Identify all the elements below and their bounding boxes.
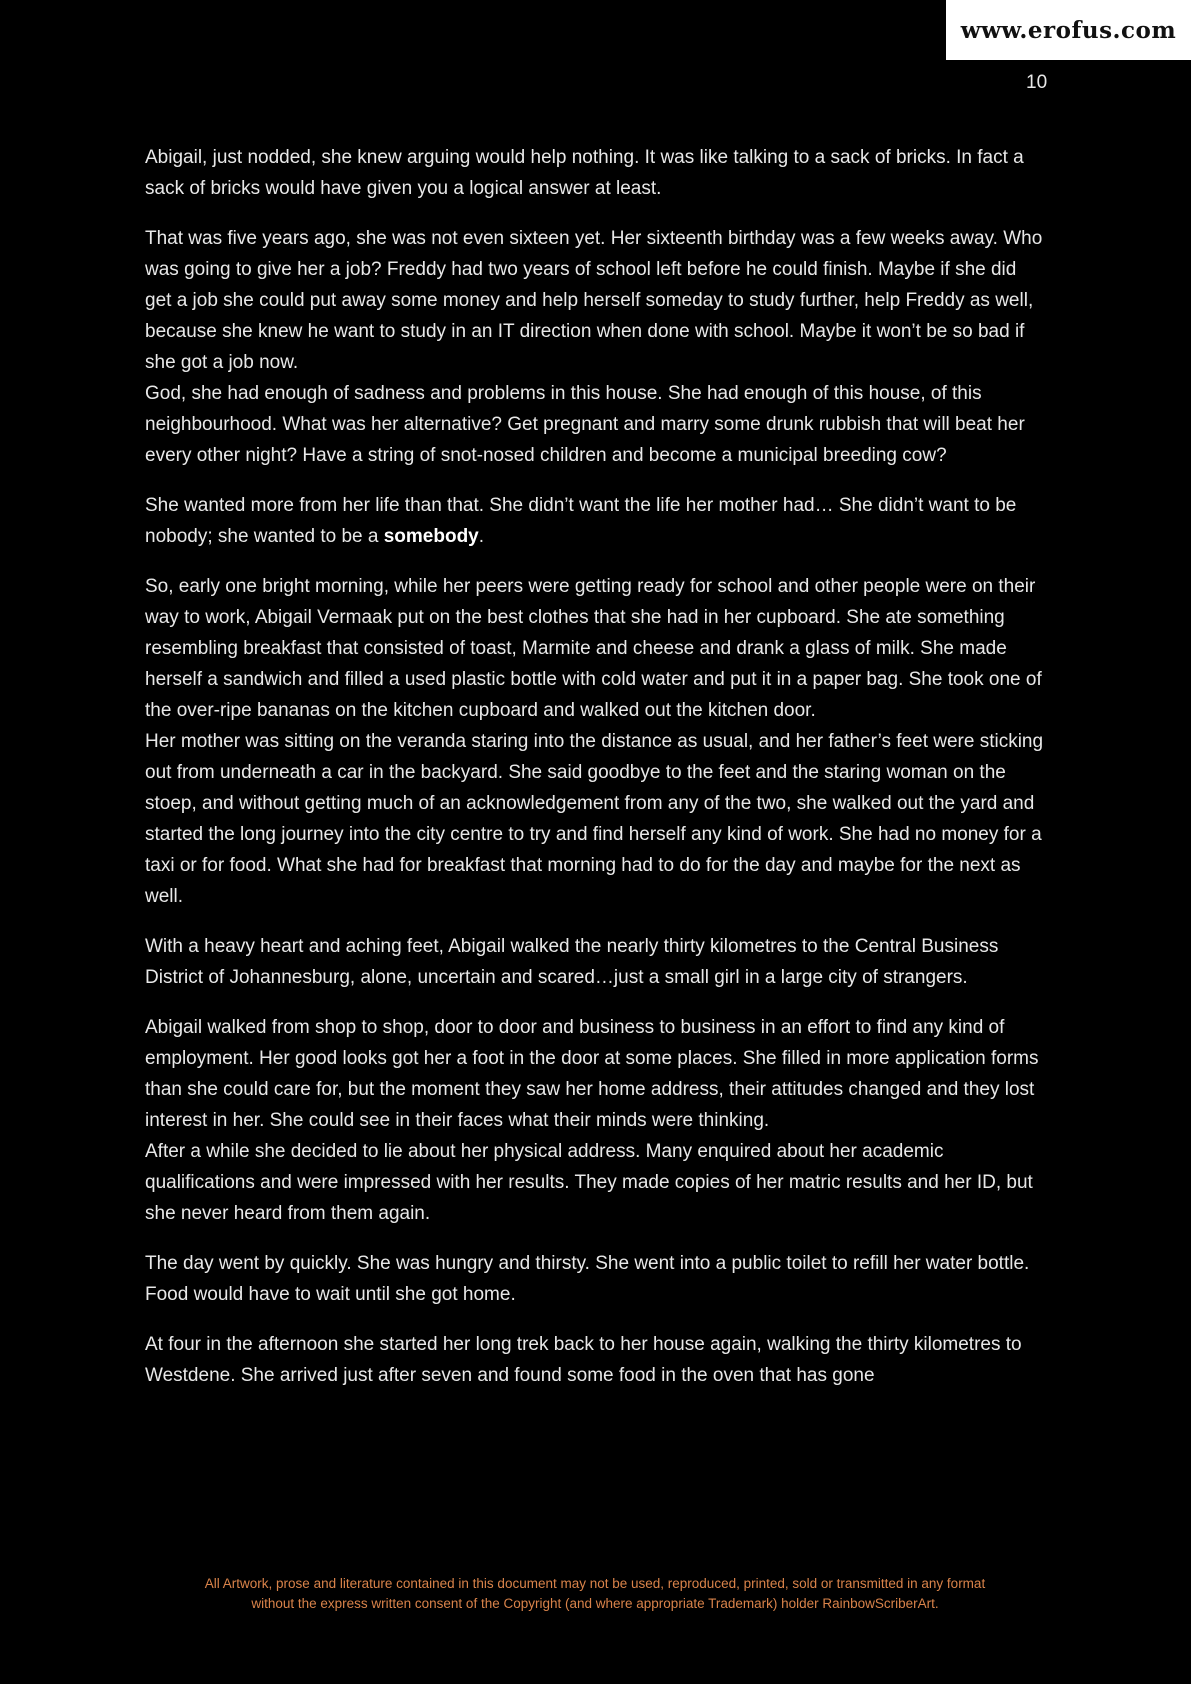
paragraph: After a while she decided to lie about her physical address. Many enquired about her academic qualifications and were impressed with her results. They made copies of her matric results and her ID, but she never heard from them again. — [145, 1141, 1033, 1224]
page-number: 10 — [1026, 72, 1048, 93]
paragraph: The day went by quickly. She was hungry and thirsty. She went into a public toilet to refill her water bottle. Food would have to wait until she got home. — [145, 1253, 1030, 1305]
paragraph: That was five years ago, she was not even sixteen yet. Her sixteenth birthday was a few weeks away. Who was going to give her a job? Freddy had two years of school left before he could finish. Maybe if she did get a job she could put away some money and help herself someday to study further, help Freddy as well, because she knew he want to study in an IT direction when done with school. Maybe it won’t be so bad if she got a job now. — [145, 228, 1043, 373]
paragraph-text: She wanted more from her life than that. She didn’t want the life her mother had… She didn’t want to be nobody; she wanted to be a — [145, 495, 1017, 547]
paragraph — [145, 490, 1045, 552]
paragraph: Her mother was sitting on the veranda staring into the distance as usual, and her father’s feet were sticking out from underneath a car in the backyard. She said goodbye to the feet and the staring woman on the stoep, and without getting much of an acknowledgement from any of the two, she walked out the yard and started the long journey into the city centre to try and find herself any kind of work. She had no money for a taxi or for food. What she had for breakfast that morning had to do for the day and maybe for the next as well. — [145, 731, 1044, 907]
paragraph: At four in the afternoon she started her long trek back to her house again, walking the thirty kilometres to Westdene. She arrived just after seven and found some food in the oven that has gone — [145, 1334, 1022, 1386]
footer-line: without the express written consent of the Copyright (and where appropriate Trademark) holder RainbowScriberArt. — [251, 1596, 939, 1611]
copyright-footer — [130, 1574, 1060, 1614]
document-body — [145, 142, 1045, 1410]
paragraph-text: . — [478, 526, 485, 547]
paragraph: So, early one bright morning, while her peers were getting ready for school and other people were on their way to work, Abigail Vermaak put on the best clothes that she had in her cupboard. She ate something resembling breakfast that consisted of toast, Marmite and cheese and drank a glass of milk. She made herself a sandwich and filled a used plastic bottle with cold water and put it in a paper bag. She took one of the over-ripe bananas on the kitchen cupboard and walked out the kitchen door. — [145, 576, 1042, 721]
emphasized-word: somebody — [383, 526, 479, 547]
paragraph: With a heavy heart and aching feet, Abigail walked the nearly thirty kilometres to the Central Business District of Johannesburg, alone, uncertain and scared…just a small girl in a large city of strangers. — [145, 936, 999, 988]
paragraph: God, she had enough of sadness and problems in this house. She had enough of this house, of this neighbourhood. What was her alternative? Get pregnant and marry some drunk rubbish that will beat her every other night? Have a string of snot-nosed children and become a municipal breeding cow? — [145, 383, 1025, 466]
paragraph: Abigail walked from shop to shop, door to door and business to business in an effort to find any kind of employment. Her good looks got her a foot in the door at some places. She filled in more application forms than she could care for, but the moment they saw her home address, their attitudes changed and they lost interest in her. She could see in their faces what their minds were thinking. — [145, 1017, 1039, 1131]
footer-line: All Artwork, prose and literature contained in this document may not be used, reproduced, printed, sold or transmitted in any format — [204, 1576, 986, 1591]
paragraph: Abigail, just nodded, she knew arguing would help nothing. It was like talking to a sack of bricks. In fact a sack of bricks would have given you a logical answer at least. — [145, 147, 1024, 199]
watermark-banner: www.erofus.com — [946, 0, 1191, 60]
